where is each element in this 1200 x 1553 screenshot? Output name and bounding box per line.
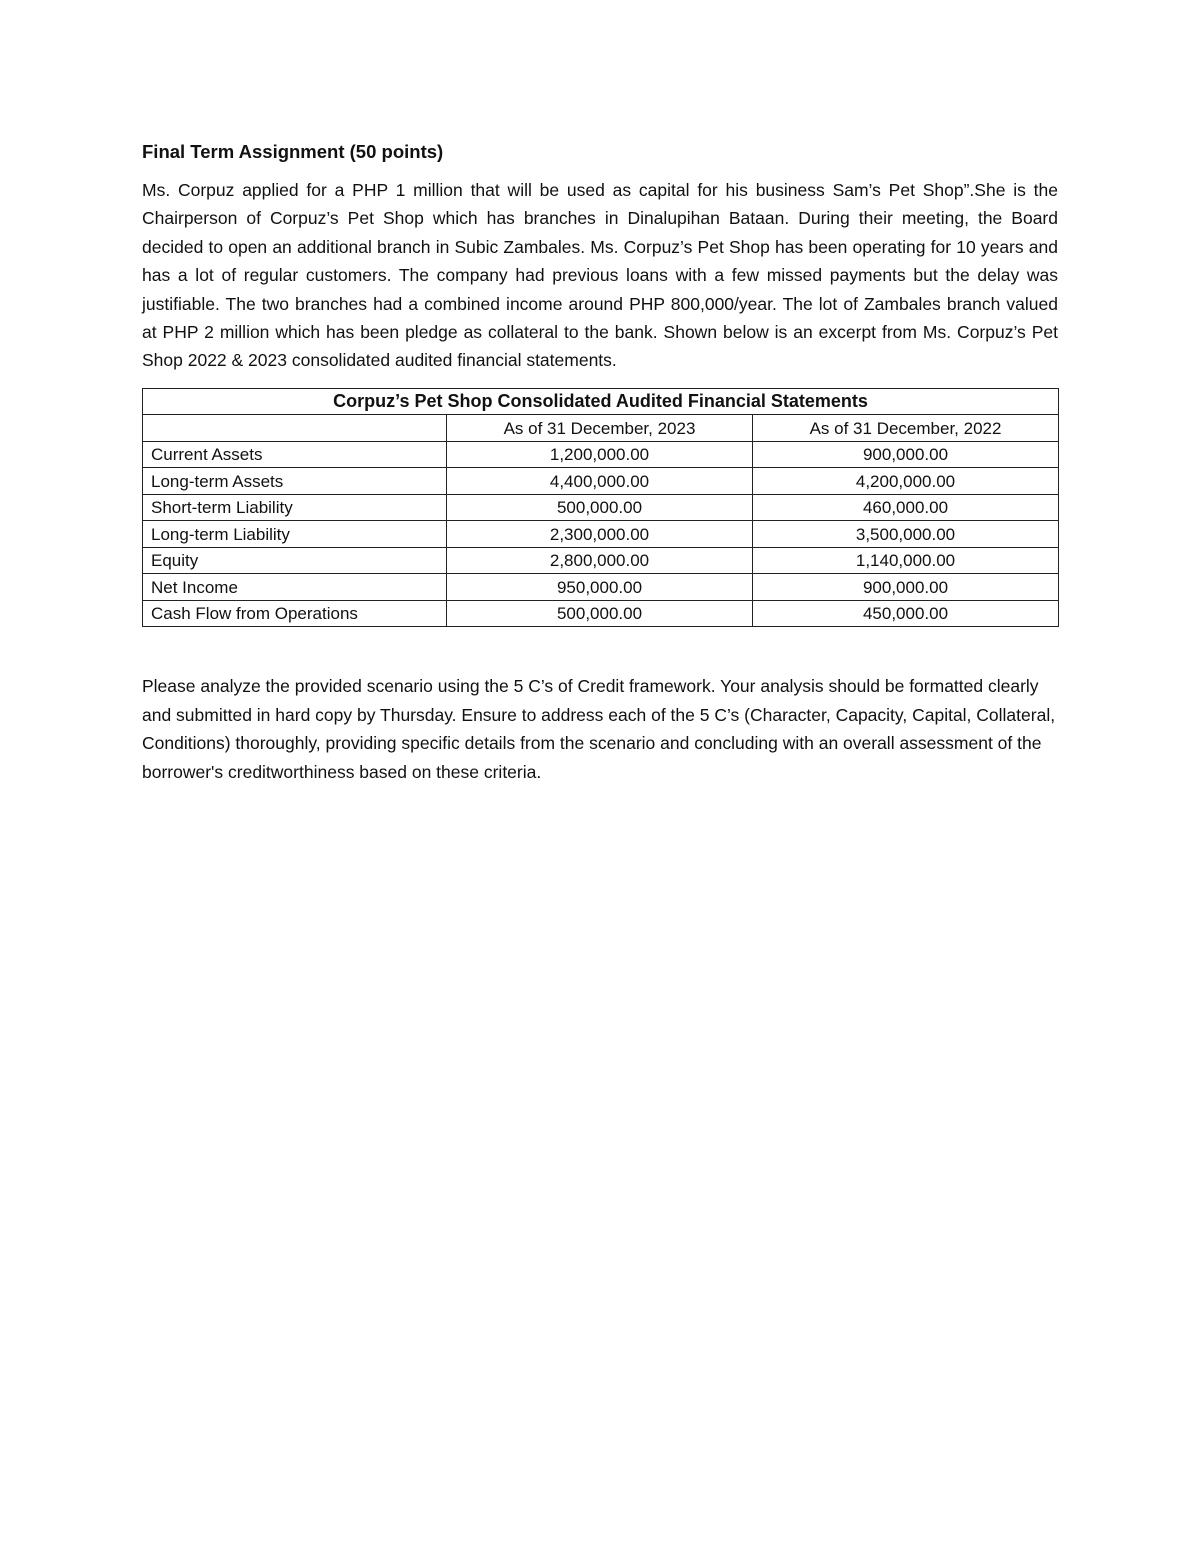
value-2023: 500,000.00 [447,494,753,521]
row-label: Net Income [143,574,447,601]
row-label: Current Assets [143,441,447,468]
table-caption-row [143,388,1059,415]
table-row [143,547,1059,574]
value-2022: 460,000.00 [753,494,1059,521]
value-2022: 900,000.00 [753,441,1059,468]
scenario-paragraph: Ms. Corpuz applied for a PHP 1 million that will be used as capital for his business Sam’s Pet Shop”.She is the Chairperson of Corpuz’s Pet Shop which has branches in Dinalupihan Bataan. During their meeting, the Board decided to open an additional branch in Subic Zambales. Ms. Corpuz’s Pet Shop has been operating for 10 years and has a lot of regular customers. The company had previous loans with a few missed payments but the delay was justifiable. The two branches had a combined income around PHP 800,000/year. The lot of Zambales branch valued at PHP 2 million which has been pledge as collateral to the bank. Shown below is an excerpt from Ms. Corpuz’s Pet Shop 2022 & 2023 consolidated audited financial statements. [142,180,1058,371]
row-label: Equity [143,547,447,574]
value-2023: 4,400,000.00 [447,468,753,495]
instructions-paragraph: Please analyze the provided scenario using the 5 C’s of Credit framework. Your analysis should be formatted clearly and submitted in hard copy by Thursday. Ensure to address each of the 5 C’s (Character, Capacity, Capital, Collateral, Conditions) thoroughly, providing specific details from the scenario and concluding with an overall assessment of the borrower's creditworthiness based on these criteria. [142,676,1056,782]
document-page [142,138,1058,786]
table-row [143,468,1059,495]
value-2023: 2,800,000.00 [447,547,753,574]
value-2022: 4,200,000.00 [753,468,1059,495]
column-header-2022: As of 31 December, 2022 [753,415,1059,442]
column-header-2023: As of 31 December, 2023 [447,415,753,442]
table-row [143,441,1059,468]
table-caption: Corpuz’s Pet Shop Consolidated Audited Financial Statements [143,388,1059,415]
table-row [143,574,1059,601]
value-2023: 500,000.00 [447,600,753,627]
value-2023: 950,000.00 [447,574,753,601]
value-2022: 1,140,000.00 [753,547,1059,574]
value-2022: 450,000.00 [753,600,1059,627]
table-row [143,521,1059,548]
financial-statements-table [142,388,1059,628]
value-2022: 3,500,000.00 [753,521,1059,548]
row-label: Long-term Liability [143,521,447,548]
value-2022: 900,000.00 [753,574,1059,601]
table-row [143,494,1059,521]
table-row [143,600,1059,627]
row-label: Cash Flow from Operations [143,600,447,627]
table-header-row [143,415,1059,442]
column-header-blank [143,415,447,442]
value-2023: 2,300,000.00 [447,521,753,548]
row-label: Short-term Liability [143,494,447,521]
assignment-title: Final Term Assignment (50 points) [142,141,444,162]
value-2023: 1,200,000.00 [447,441,753,468]
row-label: Long-term Assets [143,468,447,495]
